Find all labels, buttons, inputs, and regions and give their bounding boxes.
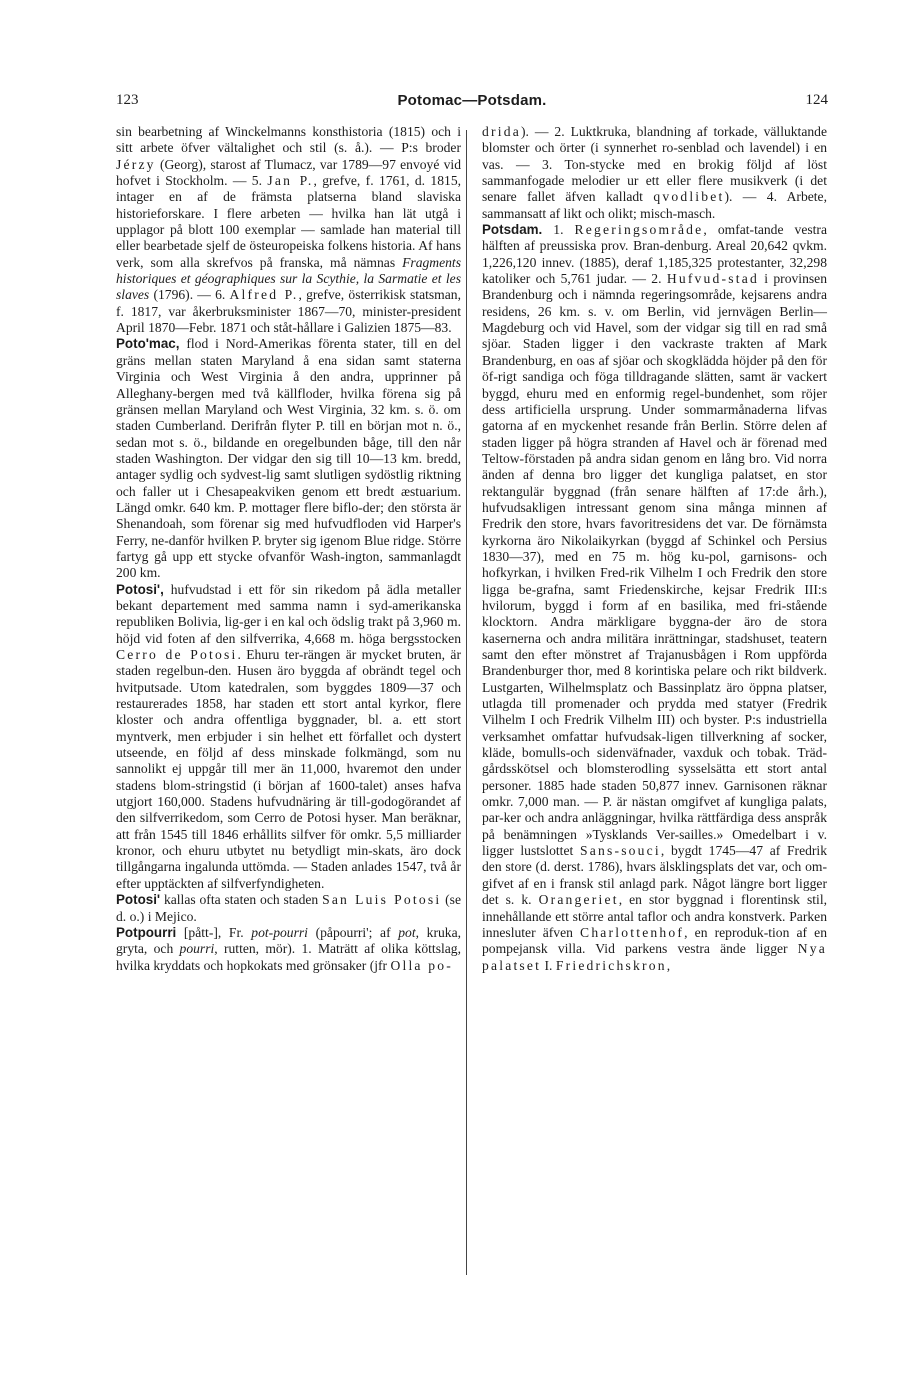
running-title: Potomac—Potsdam.: [397, 92, 547, 109]
headword: Potosi': [116, 892, 161, 908]
place-name: Nya palatset: [482, 941, 827, 973]
page-number-left: 123: [116, 92, 139, 108]
place-name: Orangeriet: [538, 892, 619, 908]
entry-potsdam: Potsdam. 1. Regeringsområde, omfat-tande vestra hälften af preussiska prov. Bran-denburg. Areal 20,642 qvkm. 1,226,120 innev. (1885), deraf 1,185,325 protestanter, 32,298 katoliker och 5,761 judar. — 2. Hufvud-stad i provinsen Brandenburg och i nämnda regeringsområde, kejsarens andra residens, 26 km. s. v. om Berlin, vid jernvägen Berlin—Magdeburg och vid Havel, som der vidgar sig till en rad små sjöar. Staden ligger i den vackraste trakten af Mark Brandenburg, en oas af sjöar och skogklädda höjder på den för öf-rigt sandiga och föga tilldragande slätten, samt är vackert byggd, ehuru med en enformig regel-bundenhet, som röjer dess artificiella ursprung. Under sommarmånaderna lifvas gatorna af en myckenhet resande från Berlin. Större delen af staden ligger på högra stranden af Havel och är förenad med Teltow-förstaden på andra sidan genom en lång bro. Vid norra änden af denna bro ligger det kungliga palatset, en stor rektangulär byggnad (från senare hälften af 17:de årh.), hufvudsakligen intressant genom sina många minnen af Fredrik den store, hvars favoritresidens det var. De förnämsta kyrkorna äro Nikolaikyrkan (byggd af Schinkel och Persius 1830—37), med en 75 m. hög ku-pol, garnisons- och hofkyrkan, i hvilken Fred-rik Vilhelm I och Fredrik den store ligga be-grafna, samt Friedenskirche, kejsar Fredrik III:s hvilorum, byggd i form af en basilika, med fri-stående klocktorn. Andra märkligare byggna-der äro de stora kasernerna och andra militära inrättningar, stadshuset, teatern samt den efter mönstret af Trajanusbågen i Rom uppförda Brandenburger thor, med 8 korintiska pelare och rikt bildverk. Lustgarten, Wilhelmsplatz och Bassinplatz äro öppna platser, utlagda till promenader och prydda med statyer (Fredrik Vilhelm I och Fredrik Vilhelm III) och byster. P:s industriella verksamhet omfattar hufvudsak-ligen tillverkning af socker, kläde, bomulls-och sidenväfnader, vaxduk och tobak. Träd-gårdsskötsel och blomsterodling sysselsätta ett stort antal personer. 1885 hade staden 50,877 innev. Garnisonen räknar omkr. 7,000 man. — P. är nästan omgifvet af kungliga palats, par-ker och andra anläggningar, hvilka rättfärdiga dess anspråk på benämningen »Tysklands Ver-sailles.» Omedelbart i v. ligger lustslottet Sans-souci, bygdt 1745—47 af Fredrik den store (d. derst. 1786), hvars älsklingsplats det var, och om-gifvet af en i fransk stil anlagd park. Något längre bort ligger det s. k. Orangeriet, en stor byggnad i florentinsk stil, innehållande ett större antal taflor och andra konstverk. Parken innesluter äfven Charlottenhof, en reproduk-tion af en pompejansk villa. Vid parkens vestra ände ligger Nya palatset I. Friedrichskron,: [482, 222, 828, 973]
page-header: [116, 92, 828, 114]
term: qvodlibet: [653, 189, 725, 205]
place-name: Friedrichskron: [555, 957, 667, 973]
person-name: Jan P.: [267, 173, 314, 189]
place-name: Sans-souci: [579, 843, 661, 859]
headword: Potsdam.: [482, 222, 543, 238]
entry-potocki-continued: sin bearbetning af Winckelmanns konsthistoria (1815) och i sitt arbete öfver vältalighet och stil (s. å.). — P:s broder Jérzy (Georg), starost af Tlumacz, var 1789—97 envoyé vid hofvet i Stockholm. — 5. Jan P., grefve, f. 1761, d. 1815, intager en af de främsta platserna bland slaviska historieforskare. I flere arbeten — hvilka han lät utgå i upplagor på blott 100 exemplar — samlade han material till eller bearbetade sjelf de östeuropeiska folkens historia. Af hans verk, som alla skrefvos på franska, må nämnas Fragments historiques et géographiques sur la Scythie, la Sarmatie et les slaves (1796). — 6. Alfred P., grefve, österrikisk statsman, f. 1817, var åkerbruksminister 1867—70, minister-president April 1870—Febr. 1871 och ståt-hållare i Galizien 1875—83.: [116, 124, 462, 336]
entry-potosi-state: Potosi' kallas ofta staten och staden San Luis Potosi (se d. o.) i Mejico.: [116, 892, 462, 924]
term: Regeringsområde: [574, 222, 704, 238]
person-name: Jérzy: [116, 156, 156, 172]
cross-reference: drida: [482, 124, 521, 139]
term: Hufvud-stad: [666, 271, 759, 287]
headword: Poto'mac,: [116, 336, 180, 352]
place-name: Cerro de Potosi: [116, 647, 238, 662]
place-name: Charlottenhof: [580, 924, 685, 940]
headword: Potosi',: [116, 581, 164, 597]
left-column: [116, 124, 461, 974]
entry-potpourri-continued: drida). — 2. Luktkruka, blandning af torkade, välluktande blomster och örter (i synnerhet ro-senblad och lavendel) i en vas. — 3. Ton-stycke med en brokig följd af löst sammanfogade melodier ur ett eller flere musikverk (i det senare fallet äfven kalladt qvodlibet). — 4. Arbete, sammansatt af likt och olikt; misch-masch.: [482, 124, 827, 221]
entry-potomac: Poto'mac, flod i Nord-Amerikas förenta stater, till en del gräns mellan staten Maryland å ena sidan samt staterna Virginia och West Virginia å den andra, upprinner på Alleghany-bergen med två källfloder, hvilka förena sig på gränsen mellan Maryland och West Virginia, 32 km. s. ö. om staden Cumberland. Derifrån flyter P. till en början mot n. ö., sedan mot s. ö., bildande en oregelbunden båge, till den når staden Washington. Der vidgar den sig till 10—13 km. bredd, antager sydlig och sydvest-lig samt slutligen sydöstlig riktning och faller ut i Chesapeakviken genom ett bredt æstuarium. Längd omkr. 640 km. P. mottager flere biflo-der; den största är Shenandoah, som förenar sig med hufvudfloden vid Harper's Ferry, ne-danför hvilken P. bryter sig igenom Blue ridge. Större fartyg gå upp ett stycke ofvanför Wash-ington, sammanlagdt 200 km.: [116, 336, 461, 581]
column-divider: [466, 130, 467, 1275]
page-number-right: 124: [805, 92, 828, 108]
place-name: San Luis Potosi: [322, 892, 442, 908]
entry-potosi: Potosi', hufvudstad i ett för sin rikedom på ädla metaller bekant departement med samma namn i syd-amerikanska republiken Bolivia, lig-ger i en kal och ödslig trakt på 3,960 m. höjd vid foten af den silfverrika, 4,668 m. höga bergsstocken Cerro de Potosi. Ehuru ter-rängen är mycket bruten, är staden regelbun-den. Husen äro byggda af obrändt tegel och hvitputsade. Utom katedralen, som byggdes 1809—37 och restaurerades 1858, har staden ett stort antal kyrkor, flere kloster och andra offentliga byggnader, bl. a. ett stort myntverk, men erbjuder i sin helhet ett förfallet och dystert utseende, en följd af dess minskade folkmängd, som nu sannolikt ej uppgår till mer än 11,000, hvaremot den under stadens blom-stringstid (i början af 1600-talet) anses hafva utgjort 160,000. Stadens hufvudnäring är till-godogörandet af den silfverrikedom, som Cerro de Potosi hyser. Man beräknar, att från 1545 till 1846 erhållits silfver för omkr. 5,5 milliarder kronor, och ehuru utbytet nu betydligt min-skats, äro dock tillgångarna ingalunda uttömda. — Staden anlades 1547, två år efter upptäckten af silfverfyndigheten.: [116, 581, 461, 891]
person-name: Alfred P.: [229, 287, 299, 303]
headword: Potpourri: [116, 924, 177, 940]
right-column: [482, 124, 827, 974]
cross-reference: Olla po-: [390, 957, 453, 973]
entry-potpourri: Potpourri [pått-], Fr. pot-pourri (påpourri'; af pot, kruka, gryta, och pourri, rutten, mör). 1. Maträtt af olika köttslag, hvilka kryddats och hopkokats med grönsaker (jfr Olla po-: [116, 924, 462, 973]
book-title: Fragments historiques et géographiques sur la Scythie, la Sarmatie et les slaves: [116, 254, 461, 303]
